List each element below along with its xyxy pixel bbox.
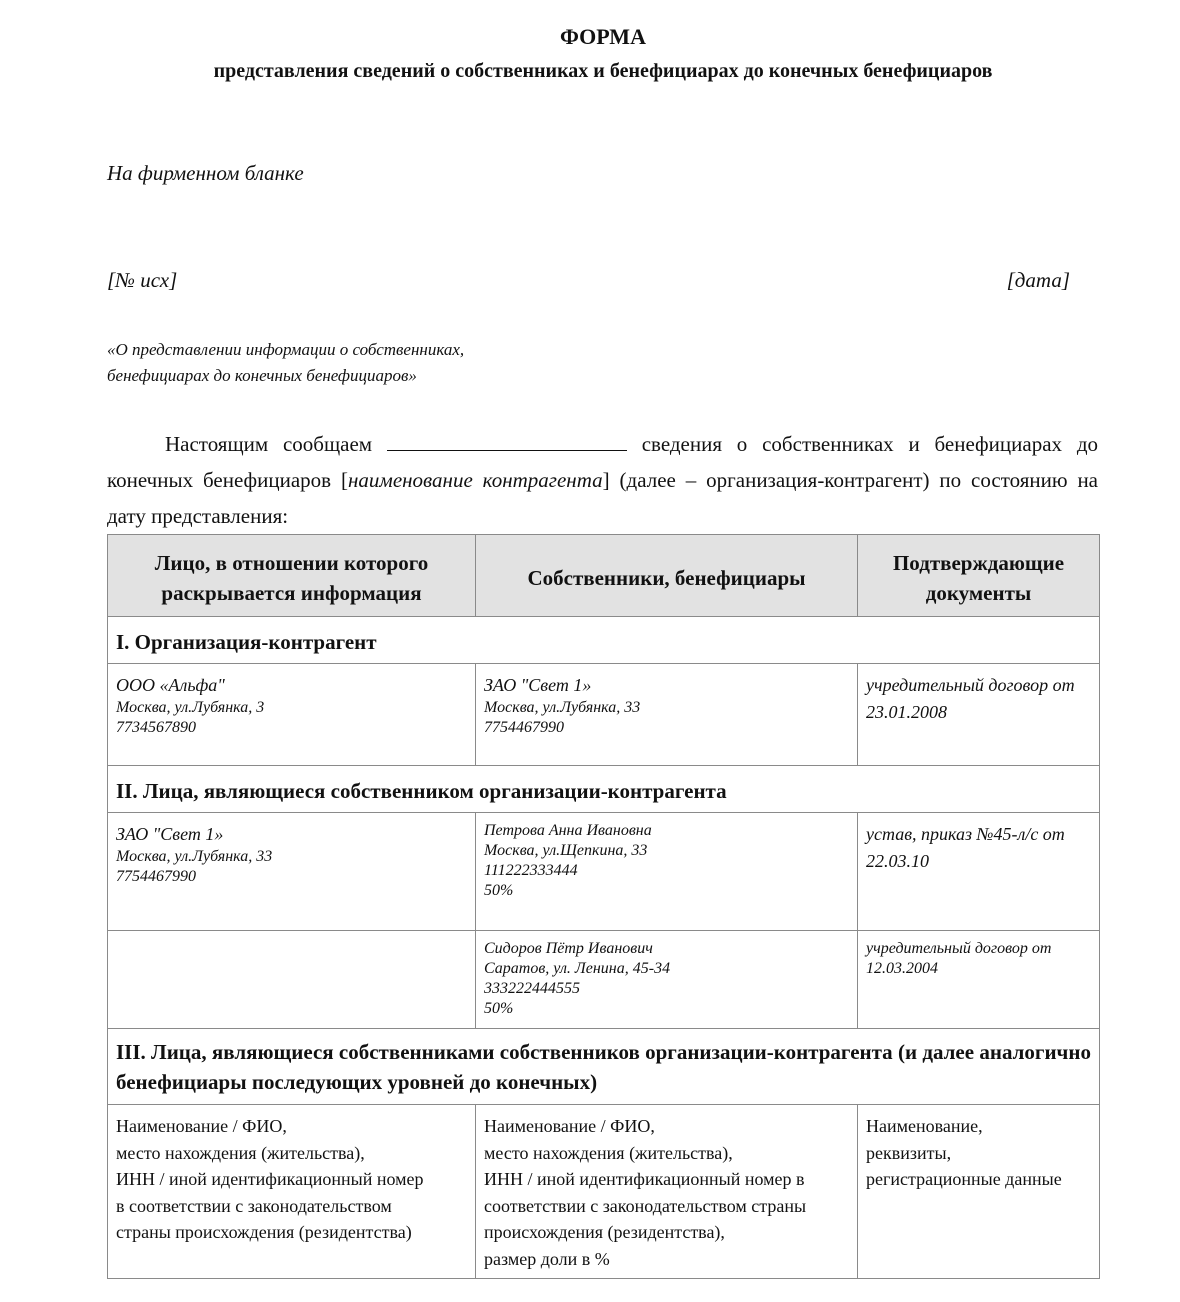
person-desc-line: в соответствии с законодательством	[116, 1195, 392, 1216]
person-desc-line: страны происхождения (резидентства)	[116, 1222, 412, 1242]
documents-cell	[858, 931, 1100, 1029]
table-row	[108, 931, 1100, 1029]
section-3-title: III. Лица, являющиеся собственниками собственников организации-контрагента (и далее аналогично бенефициары последующих уровней до конечных)	[108, 1029, 1100, 1105]
documents-desc-line: реквизиты,	[866, 1142, 952, 1163]
owner-desc-line: соответствии с законодательством страны	[484, 1195, 807, 1216]
section-row	[108, 766, 1100, 813]
owner-cell	[476, 813, 858, 931]
form-title: ФОРМА	[560, 24, 646, 49]
person-cell	[108, 1105, 476, 1279]
owner-desc-line: происхождения (резидентства),	[484, 1222, 725, 1242]
documents-text: устав, приказ №45-л/с от 22.03.10	[866, 824, 1065, 871]
owner-name: Петрова Анна Ивановна	[484, 822, 652, 839]
person-inn: 7754467990	[116, 868, 196, 885]
subject-line-1: «О представлении информации о собственниках,	[107, 340, 465, 359]
documents-cell	[858, 1105, 1100, 1279]
outgoing-number: [№ исх]	[107, 268, 178, 292]
form-subtitle: представления сведений о собственниках и бенефициарах до конечных бенефициаров	[213, 60, 993, 82]
table-header-row	[108, 535, 1100, 617]
table-row	[108, 664, 1100, 766]
letterhead-note: На фирменном бланке	[107, 161, 304, 185]
blank-field[interactable]	[387, 430, 627, 451]
owner-cell	[476, 931, 858, 1029]
section-1-title: I. Организация-контрагент	[108, 617, 1100, 664]
section-row	[108, 617, 1100, 664]
owner-cell	[476, 664, 858, 766]
owner-desc-line: размер доли в %	[484, 1248, 610, 1269]
subject-line	[107, 337, 464, 389]
documents-cell	[858, 813, 1100, 931]
owner-share: 50%	[484, 882, 514, 899]
table-row	[108, 1105, 1100, 1279]
owner-inn: 333222444555	[484, 980, 580, 997]
beneficiaries-table	[107, 534, 1100, 1279]
owner-share: 50%	[484, 1000, 514, 1017]
date-placeholder: [дата]	[1006, 268, 1070, 292]
intro-paragraph	[107, 426, 1098, 534]
person-address: Москва, ул.Лубянка, 3	[116, 699, 265, 716]
section-row	[108, 1029, 1100, 1105]
owner-address: Саратов, ул. Ленина, 45-34	[484, 960, 671, 977]
owner-desc-line: ИНН / иной идентификационный номер в	[484, 1169, 805, 1189]
owner-address: Москва, ул.Щепкина, 33	[484, 842, 648, 859]
documents-desc-line: регистрационные данные	[866, 1169, 1062, 1189]
person-desc-line: ИНН / иной идентификационный номер	[116, 1169, 424, 1189]
owner-desc-line: место нахождения (жительства),	[484, 1142, 733, 1163]
documents-text: учредительный договор от 23.01.2008	[866, 675, 1075, 722]
section-2-title: II. Лица, являющиеся собственником организации-контрагента	[108, 766, 1100, 813]
owner-name: ЗАО "Свет 1»	[484, 675, 592, 695]
owner-name: Сидоров Пётр Иванович	[484, 940, 653, 957]
documents-cell	[858, 664, 1100, 766]
person-desc-line: Наименование / ФИО,	[116, 1116, 287, 1136]
owner-desc-line: Наименование / ФИО,	[484, 1116, 655, 1136]
documents-desc-line: Наименование,	[866, 1116, 983, 1136]
person-cell	[108, 813, 476, 931]
table-row	[108, 813, 1100, 931]
owner-inn: 111222333444	[484, 862, 578, 879]
intro-text-1: Настоящим сообщаем	[165, 432, 373, 456]
counterparty-placeholder: наименование контрагента	[348, 468, 603, 492]
person-name: ООО «Альфа"	[116, 675, 225, 695]
header-documents: Подтверждающие документы	[858, 535, 1100, 617]
subject-line-2: бенефициарах до конечных бенефициаров»	[107, 366, 417, 385]
header-owners: Собственники, бенефициары	[476, 535, 858, 617]
intro-text-3: ] (далее – организация-контрагент) по состоянию на дату представления:	[107, 468, 1099, 528]
person-cell	[108, 664, 476, 766]
documents-text: учредительный договор от 12.03.2004	[866, 940, 1052, 977]
person-address: Москва, ул.Лубянка, 33	[116, 848, 273, 865]
header-person: Лицо, в отношении которого раскрывается информация	[108, 535, 476, 617]
intro-text-2: сведения о собственниках и бенефициарах до конечных бенефициаров [	[107, 432, 1099, 492]
person-desc-line: место нахождения (жительства),	[116, 1142, 365, 1163]
person-name: ЗАО "Свет 1»	[116, 824, 224, 844]
owner-address: Москва, ул.Лубянка, 33	[484, 699, 641, 716]
owner-cell	[476, 1105, 858, 1279]
person-inn: 7734567890	[116, 719, 196, 736]
person-cell-empty	[108, 931, 476, 1029]
owner-inn: 7754467990	[484, 719, 564, 736]
